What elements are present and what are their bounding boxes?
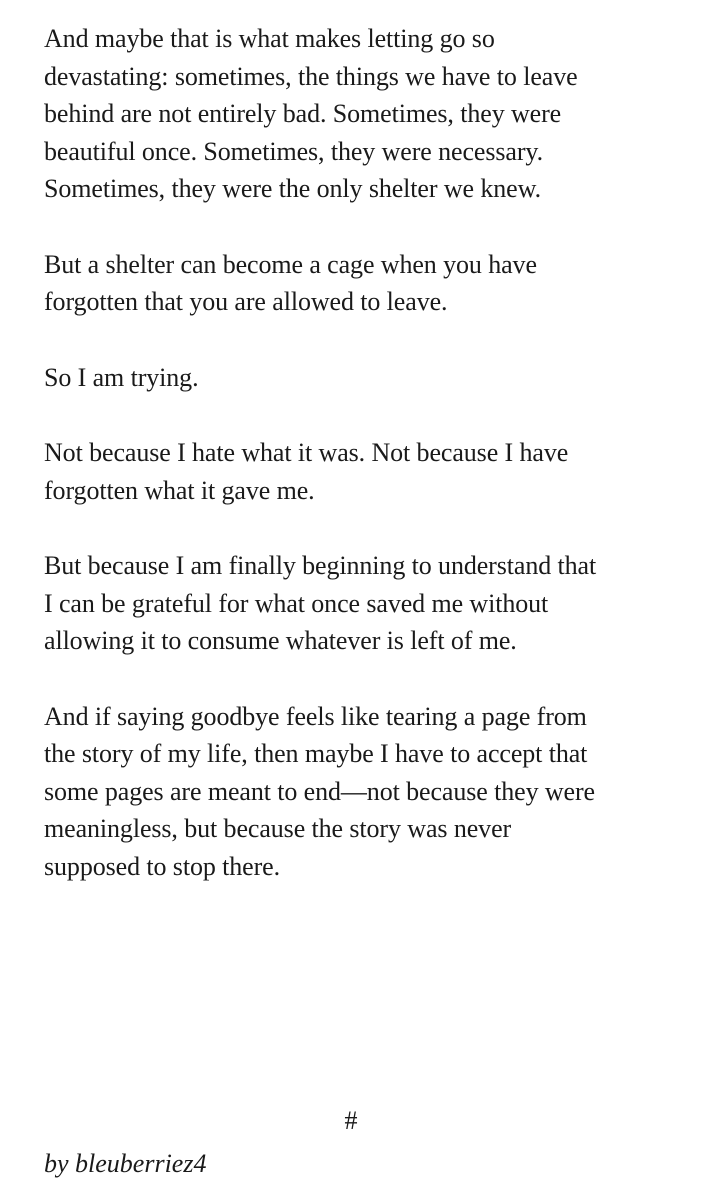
paragraph-gap (44, 660, 684, 698)
paragraph-gap (44, 321, 684, 359)
paragraph-3: So I am trying. (44, 362, 199, 392)
paragraph-4: Not because I hate what it was. Not because I have forgotten what it gave me. (44, 438, 569, 505)
paragraph-gap (44, 208, 684, 246)
paragraph-gap (44, 509, 684, 547)
paragraph-gap (44, 396, 684, 434)
paragraph-6: And if saying goodbye feels like tearing a page from the story of my life, then maybe I have to accept that some pages are meant to end—not because they were meaningless, but because the story was never supposed to stop there. (44, 701, 595, 881)
separator-mark: # (344, 1106, 358, 1135)
section-separator (0, 1106, 702, 1136)
author-byline: by bleuberriez4 (44, 1149, 207, 1178)
paragraph-2: But a shelter can become a cage when you have forgotten that you are allowed to leave. (44, 249, 537, 316)
story-text-block (44, 20, 684, 885)
paragraph-1: And maybe that is what makes letting go so devastating: sometimes, the things we have to leave behind are not entirely bad. Sometimes, they were beautiful once. Sometimes, they were necessary. Sometimes, they were the only shelter we knew. (44, 24, 578, 203)
paragraph-5: But because I am finally beginning to understand that I can be grateful for what once saved me without allowing it to consume whatever is left of me. (44, 551, 597, 655)
